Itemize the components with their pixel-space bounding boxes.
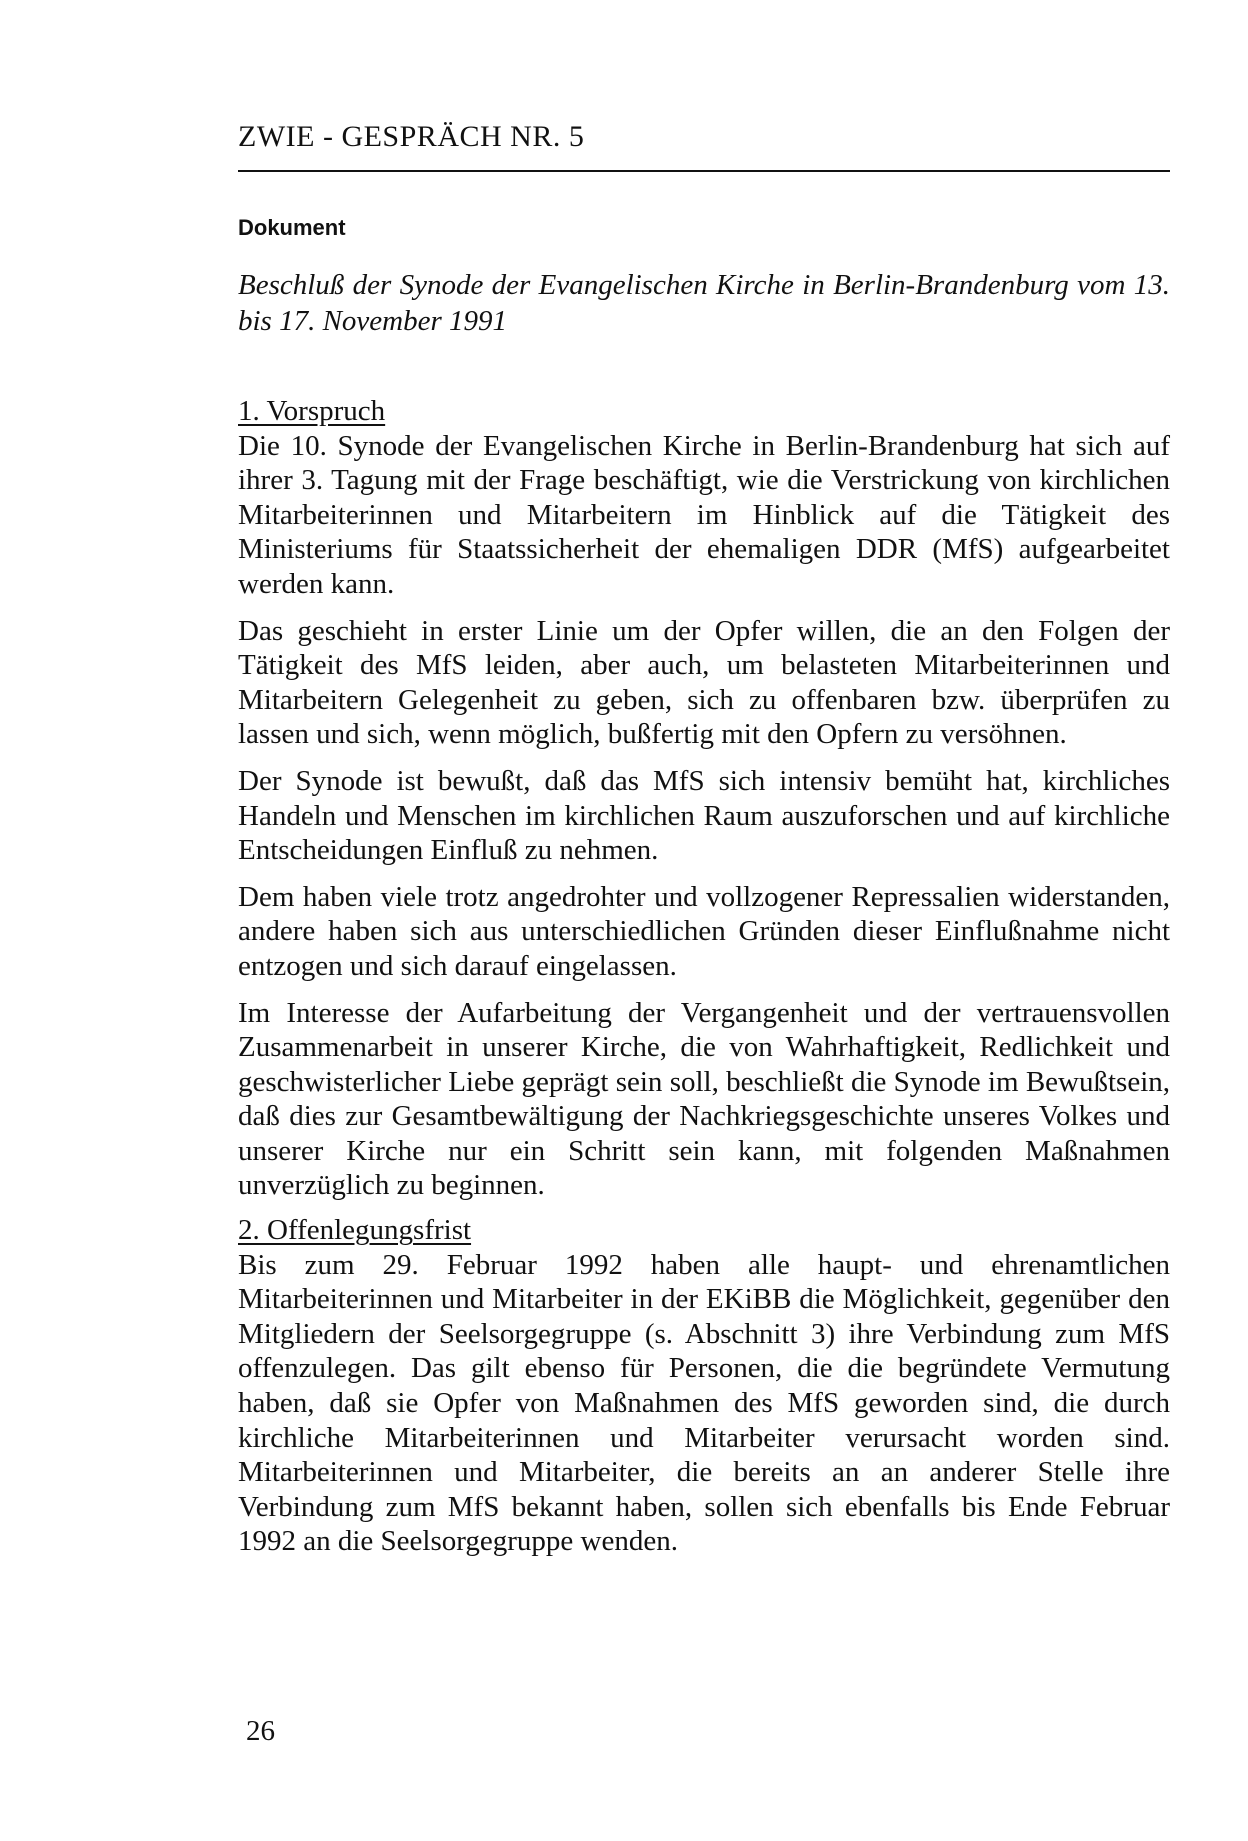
section-heading: [238, 1213, 1170, 1248]
paragraph: Das geschieht in erster Linie um der Opfer willen, die an den Folgen der Tätigkeit des MfS leiden, aber auch, um belasteten Mitarbeiterinnen und Mitarbeitern Gelegenheit zu geben, sich zu offenbaren bzw. überprüfen zu lassen und sich, wenn möglich, bußfertig mit den Opfern zu versöhnen.: [238, 614, 1170, 751]
running-header: ZWIE - GESPRÄCH NR. 5: [238, 120, 585, 153]
section-heading: [238, 394, 1170, 429]
section-vorspruch: [238, 394, 1170, 1203]
document-title: Beschluß der Synode der Evangelischen Kirche in Berlin-Brandenburg vom 13. bis 17. November 1991: [238, 269, 1170, 337]
paragraph: Die 10. Synode der Evangelischen Kirche in Berlin-Brandenburg hat sich auf ihrer 3. Tagung mit der Frage beschäftigt, wie die Verstrickung von kirchlichen Mitarbeiterinnen und Mitarbeitern im Hinblick auf die Tätigkeit des Ministeriums für Staatssicherheit der ehemaligen DDR (MfS) aufgearbeitet werden kann.: [238, 429, 1170, 600]
paragraph: Im Interesse der Aufarbeitung der Vergangenheit und der vertrauensvollen Zusammenarbeit in unserer Kirche, die von Wahrhaftigkeit, Redlichkeit und geschwisterlicher Liebe geprägt sein soll, beschließt die Synode im Bewußtsein, daß dies zur Gesamtbewältigung der Nachkriegsgeschichte unseres Volkes und unserer Kirche nur ein Schritt sein kann, mit folgenden Maßnahmen unverzüglich zu beginnen.: [238, 996, 1170, 1202]
paragraph: Bis zum 29. Februar 1992 haben alle haupt- und ehrenamtlichen Mitarbeiterinnen und Mitarbeiter in der EKiBB die Möglichkeit, gegenüber den Mitgliedern der Seelsorgegruppe (s. Abschnitt 3) ihre Verbindung zum MfS offenzulegen. Das gilt ebenso für Personen, die die begründete Vermutung haben, daß sie Opfer von Maßnahmen des MfS geworden sind, die durch kirchliche Mitarbeiterinnen und Mitarbeiter verursacht worden sind. Mitarbeiterinnen und Mitarbeiter, die bereits an an anderer Stelle ihre Verbindung zum MfS bekannt haben, sollen sich ebenfalls bis Ende Februar 1992 an die Seelsorgegruppe wenden.: [238, 1248, 1170, 1558]
body-text: [238, 394, 1170, 1571]
section-heading-text: 1. Vorspruch: [238, 395, 386, 427]
page-number: 26: [246, 1715, 275, 1747]
document-label: Dokument: [238, 215, 346, 240]
header-rule: [238, 170, 1170, 172]
section-offenlegungsfrist: [238, 1213, 1170, 1559]
paragraph: Dem haben viele trotz angedrohter und vollzogener Repressalien widerstanden, andere haben sich aus unterschiedlichen Gründen dieser Einflußnahme nicht entzogen und sich darauf eingelassen.: [238, 880, 1170, 982]
paragraph: Der Synode ist bewußt, daß das MfS sich intensiv bemüht hat, kirchliches Handeln und Menschen im kirchlichen Raum auszuforschen und auf kirchliche Entscheidungen Einfluß zu nehmen.: [238, 764, 1170, 867]
section-heading-text: 2. Offenlegungsfrist: [238, 1214, 472, 1247]
